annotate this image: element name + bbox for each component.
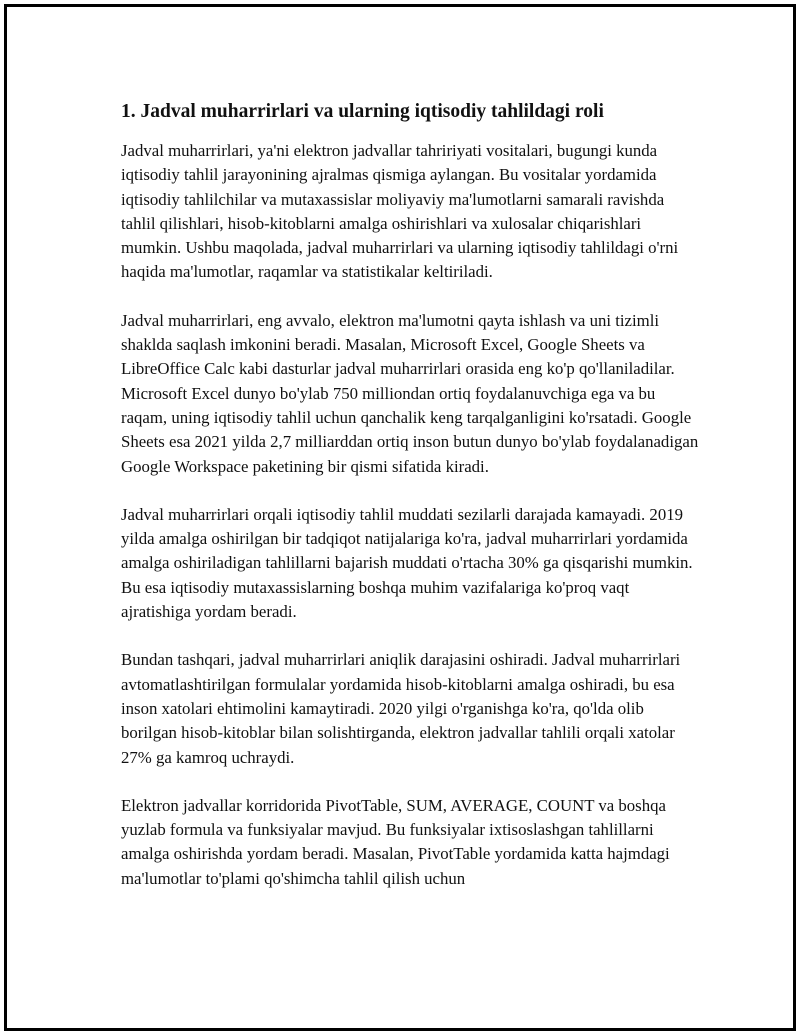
paragraph-intro: Jadval muharrirlari, ya'ni elektron jadvallar tahririyati vositalari, bugungi kunda iqtisodiy tahlil jarayonining ajralmas qismiga aylangan. Bu vositalar yordamida iqtisodiy tahlilchilar va mutaxassislar moliyaviy ma'lumotlarni samarali ravishda tahlil qilishlari, hisob-kitoblarni amalga oshirishlari va xulosalar chiqarishlari mumkin. Ushbu maqolada, jadval muharrirlari va ularning iqtisodiy tahlildagi o'rni haqida ma'lumotlar, raqamlar va statistikalar keltiriladi. — [121, 141, 679, 282]
document-page — [4, 4, 796, 1031]
paragraph-tools: Jadval muharrirlari, eng avvalo, elektron ma'lumotni qayta ishlash va uni tizimli shaklda saqlash imkonini beradi. Masalan, Microsoft Excel, Google Sheets va LibreOffice Calc kabi dasturlar jadval muharrirlari orasida eng ko'p qo'llaniladilar. Microsoft Excel dunyo bo'ylab 750 milliondan ortiq foydalanuvchiga ega va bu raqam, uning iqtisodiy tahlil uchun qanchalik keng tarqalganligini ko'rsatadi. Google Sheets esa 2021 yilda 2,7 milliarddan ortiq inson butun dunyo bo'ylab foydalanadigan Google Workspace paketining bir qismi sifatida kiradi. — [121, 310, 699, 476]
paragraph-accuracy: Bundan tashqari, jadval muharrirlari aniqlik darajasini oshiradi. Jadval muharrirlari avtomatlashtirilgan formulalar yordamida hisob-kitoblarni amalga oshiradi, bu esa inson xatolari ehtimolini kamaytiradi. 2020 yilgi o'rganishga ko'ra, qo'lda olib borilgan hisob-kitoblar bilan solishtirganda, elektron jadvallar tahlili orqali xatolar 27% ga kamroq uchraydi. — [121, 650, 681, 767]
paragraph-time-savings: Jadval muharrirlari orqali iqtisodiy tahlil muddati sezilarli darajada kamayadi. 2019 yilda amalga oshirilgan bir tadqiqot natijalariga ko'ra, jadval muharrirlari yordamida amalga oshiriladigan tahlillarni bajarish muddati o'rtacha 30% ga qisqarishi mumkin. Bu esa iqtisodiy mutaxassislarning boshqa muhim vazifalariga ko'proq vaqt ajratishiga yordam beradi. — [121, 504, 693, 622]
paragraph-functions: Elektron jadvallar korridorida PivotTable, SUM, AVERAGE, COUNT va boshqa yuzlab formula va funksiyalar mavjud. Bu funksiyalar ixtisoslashgan tahlillarni amalga oshirishda yordam beradi. Masalan, PivotTable yordamida katta hajmdagi ma'lumotlar to'plami qo'shimcha tahlil qilish uchun — [121, 795, 670, 888]
document-body — [121, 98, 701, 915]
section-heading: 1. Jadval muharrirlari va ularning iqtisodiy tahlildagi roli — [121, 101, 604, 122]
